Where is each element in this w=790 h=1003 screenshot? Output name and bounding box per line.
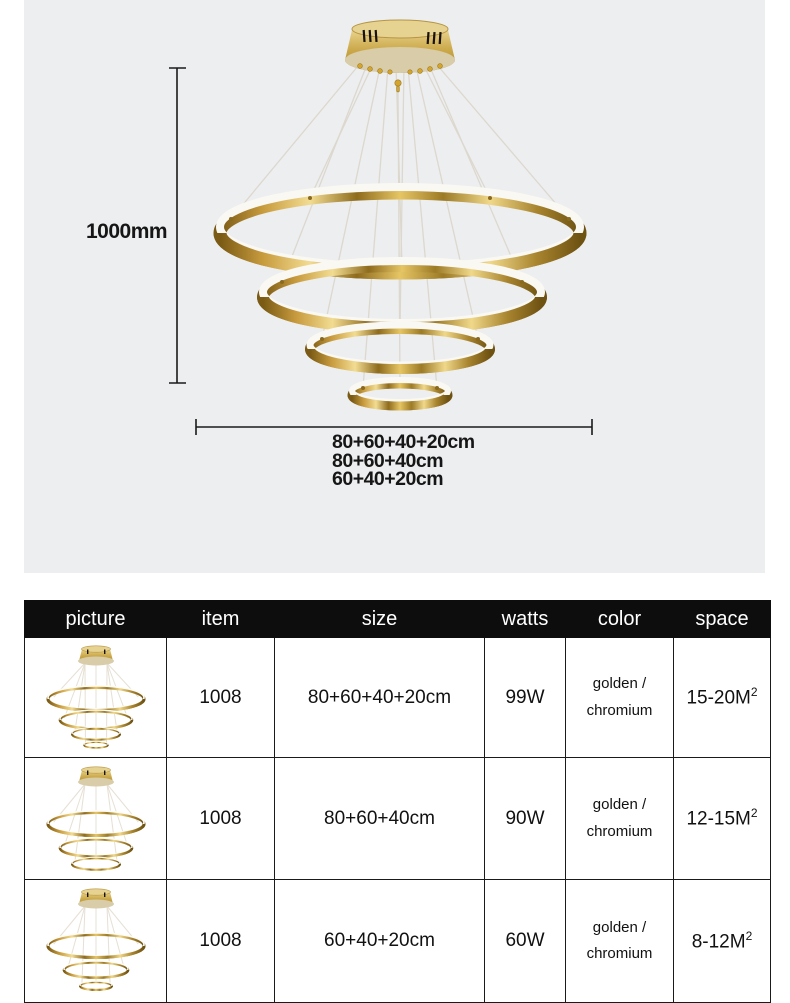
item-cell: 1008 — [167, 638, 275, 758]
chandelier-thumbnail-4-rings — [25, 638, 166, 757]
product-thumbnail-cell — [25, 758, 167, 880]
color-cell — [566, 638, 674, 758]
color-line-2: chromium — [566, 819, 673, 845]
color-cell — [566, 880, 674, 1003]
height-dimension-label: 1000mm — [86, 220, 164, 244]
size-cell: 80+60+40cm — [275, 758, 485, 880]
space-cell — [674, 638, 771, 758]
table-row — [25, 638, 771, 758]
column-header-watts: watts — [485, 601, 566, 638]
ceiling-canopy — [345, 20, 455, 92]
product-thumbnail-cell — [25, 638, 167, 758]
size-option-2: 80+60+40cm — [332, 452, 475, 471]
size-options-labels — [332, 433, 475, 489]
size-option-1: 80+60+40+20cm — [332, 433, 475, 452]
color-line-1: golden / — [566, 915, 673, 941]
height-dimension-line — [169, 68, 186, 383]
size-option-3: 60+40+20cm — [332, 470, 475, 489]
watts-cell: 90W — [485, 758, 566, 880]
space-value: 12-15M — [686, 809, 750, 830]
color-cell — [566, 758, 674, 880]
size-cell: 60+40+20cm — [275, 880, 485, 1003]
space-value: 15-20M — [686, 688, 750, 709]
column-header-space: space — [674, 601, 771, 638]
spec-table — [24, 600, 771, 1003]
color-line-1: golden / — [566, 792, 673, 818]
suspension-cables — [231, 64, 569, 388]
watts-cell: 99W — [485, 638, 566, 758]
column-header-item: item — [167, 601, 275, 638]
chandelier-thumbnail-3-rings — [25, 880, 166, 1002]
space-superscript: 2 — [751, 685, 758, 699]
light-ring-20cm — [352, 380, 448, 406]
product-thumbnail-cell — [25, 880, 167, 1003]
space-superscript: 2 — [751, 806, 758, 820]
item-cell: 1008 — [167, 880, 275, 1003]
space-superscript: 2 — [746, 929, 753, 943]
column-header-size: size — [275, 601, 485, 638]
spec-table-header-row — [25, 601, 771, 638]
color-line-2: chromium — [566, 941, 673, 967]
chandelier-thumbnail-3-rings — [25, 758, 166, 879]
table-row — [25, 758, 771, 880]
space-cell — [674, 880, 771, 1003]
size-cell: 80+60+40+20cm — [275, 638, 485, 758]
space-value: 8-12M — [692, 931, 746, 952]
item-cell: 1008 — [167, 758, 275, 880]
space-cell — [674, 758, 771, 880]
light-ring-60cm — [263, 261, 541, 328]
column-header-picture: picture — [25, 601, 167, 638]
color-line-2: chromium — [566, 698, 673, 724]
color-line-1: golden / — [566, 671, 673, 697]
watts-cell: 60W — [485, 880, 566, 1003]
table-row — [25, 880, 771, 1003]
column-header-color: color — [566, 601, 674, 638]
